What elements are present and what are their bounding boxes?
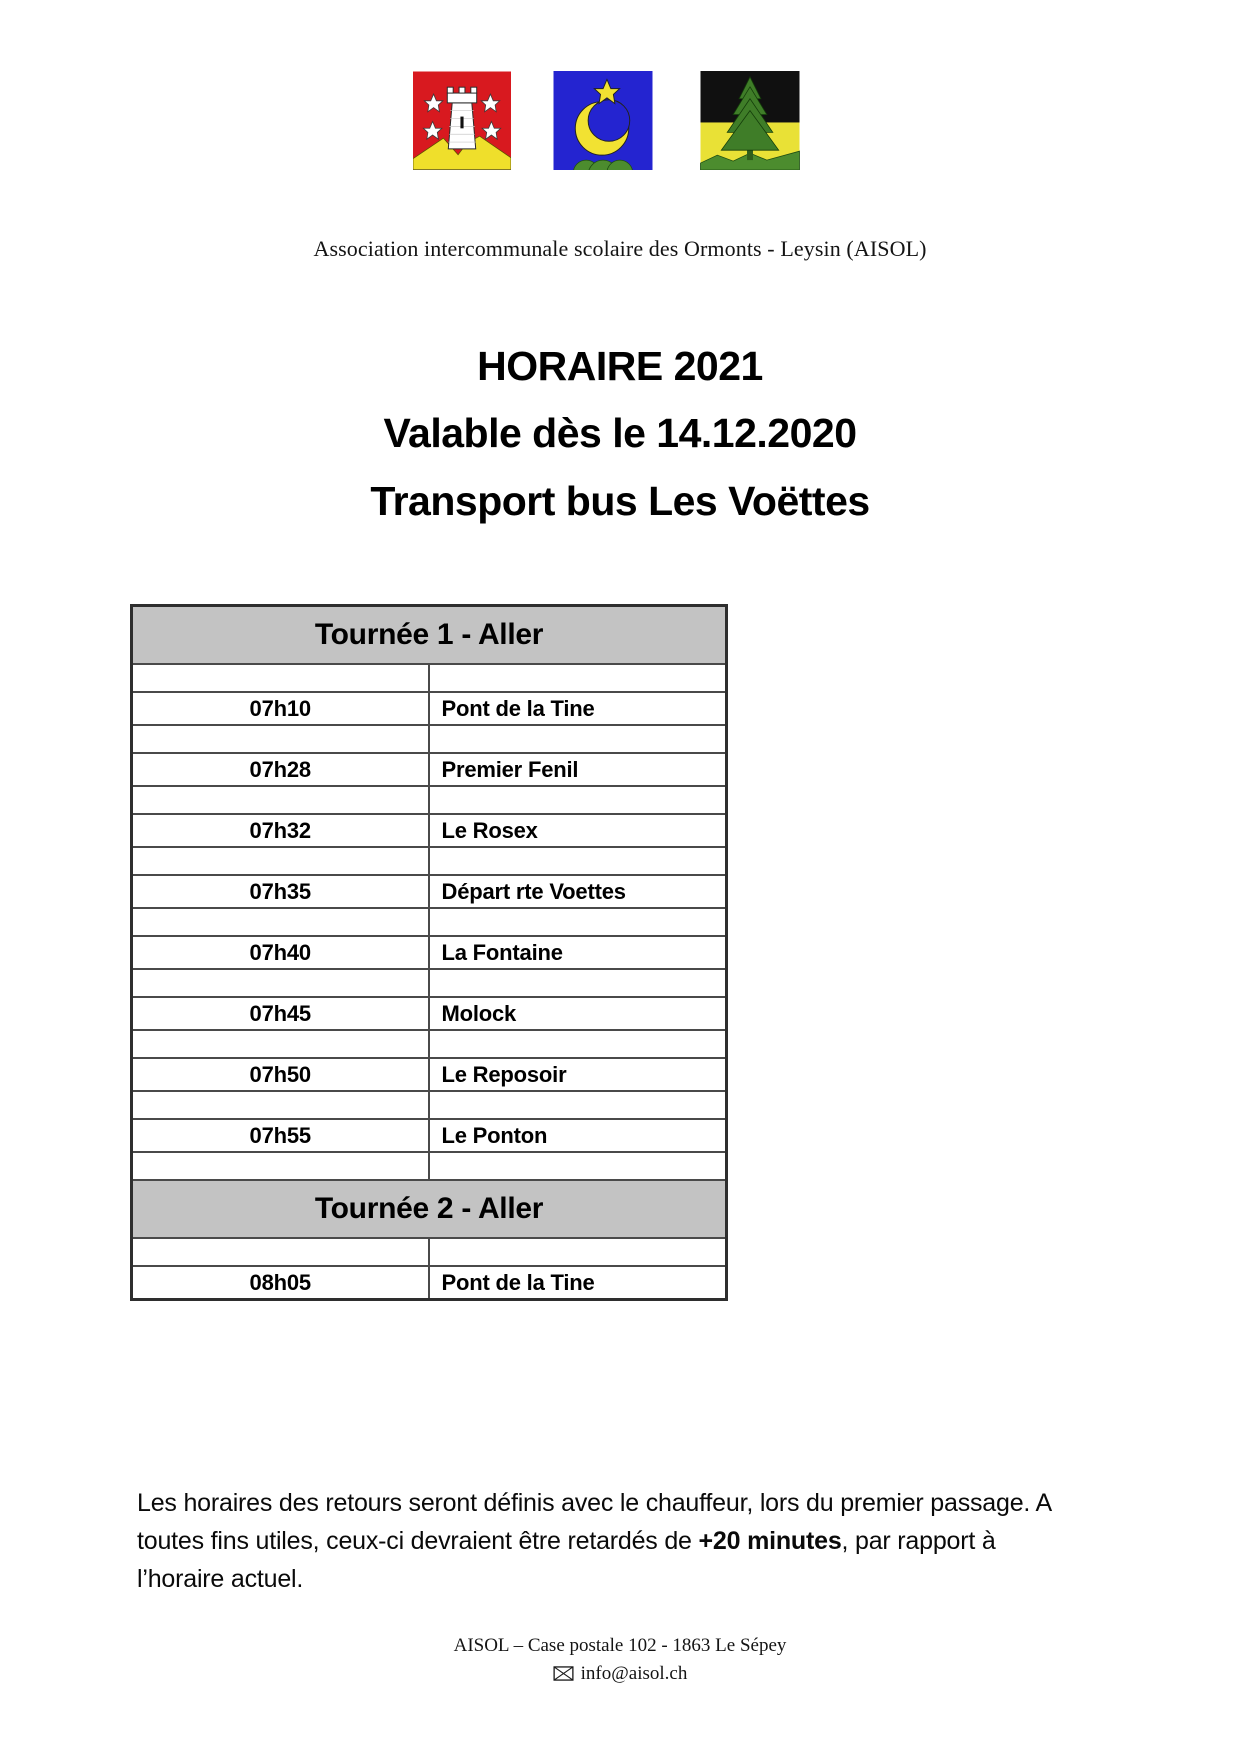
stop-cell: Molock: [429, 997, 727, 1030]
empty-cell: [132, 1238, 429, 1266]
spacer-row: [132, 786, 727, 814]
time-cell: 07h32: [132, 814, 429, 847]
stop-cell: Le Reposoir: [429, 1058, 727, 1091]
note-line-2: [137, 1522, 1052, 1560]
association-line: Association intercommunale scolaire des Ormonts - Leysin (AISOL): [313, 236, 927, 261]
empty-cell: [132, 1152, 429, 1180]
stop-cell: Départ rte Voettes: [429, 875, 727, 908]
note-line-1: Les horaires des retours seront définis avec le chauffeur, lors du premier passage. A: [137, 1489, 1052, 1517]
time-cell: 08h05: [132, 1266, 429, 1300]
timetable-row: [132, 1266, 727, 1300]
timetable-row: [132, 814, 727, 847]
timetable-body: [132, 606, 727, 1300]
spacer-row: [132, 908, 727, 936]
time-cell: 07h55: [132, 1119, 429, 1152]
tower-stars-crest-icon: [413, 71, 511, 170]
empty-cell: [132, 1030, 429, 1058]
empty-cell: [429, 786, 727, 814]
spacer-row: [132, 1238, 727, 1266]
empty-cell: [429, 969, 727, 997]
stop-cell: Pont de la Tine: [429, 692, 727, 725]
stop-cell: Pont de la Tine: [429, 1266, 727, 1300]
empty-cell: [132, 725, 429, 753]
title-valable: Valable dès le 14.12.2020: [383, 410, 857, 456]
fir-tree-crest-icon: [695, 71, 805, 170]
empty-cell: [429, 1152, 727, 1180]
note-line-2-pre: toutes fins utiles, ceux-ci devraient être retardés de: [137, 1527, 699, 1555]
section-title: Tournée 1 - Aller: [132, 606, 727, 665]
section-header-row: [132, 1180, 727, 1238]
note-line-3: l’horaire actuel.: [137, 1565, 304, 1593]
footer-address: AISOL – Case postale 102 - 1863 Le Sépey: [453, 1635, 787, 1656]
timetable-row: [132, 1058, 727, 1091]
timetable-row: [132, 875, 727, 908]
empty-cell: [429, 664, 727, 692]
empty-cell: [429, 908, 727, 936]
spacer-row: [132, 1030, 727, 1058]
empty-cell: [132, 664, 429, 692]
timetable-row: [132, 936, 727, 969]
note-line-2-post: , par rapport à: [841, 1527, 996, 1555]
time-cell: 07h35: [132, 875, 429, 908]
footer-email: info@aisol.ch: [580, 1663, 688, 1684]
empty-cell: [429, 725, 727, 753]
timetable-row: [132, 753, 727, 786]
stop-cell: La Fontaine: [429, 936, 727, 969]
time-cell: 07h50: [132, 1058, 429, 1091]
timetable-row: [132, 997, 727, 1030]
empty-cell: [429, 1091, 727, 1119]
spacer-row: [132, 1091, 727, 1119]
timetable: [130, 604, 728, 1301]
stop-cell: Le Ponton: [429, 1119, 727, 1152]
spacer-row: [132, 969, 727, 997]
stop-cell: Premier Fenil: [429, 753, 727, 786]
page-footer: [0, 1632, 1240, 1688]
time-cell: 07h45: [132, 997, 429, 1030]
timetable-row: [132, 692, 727, 725]
empty-cell: [132, 969, 429, 997]
crest-row: [413, 71, 805, 170]
time-cell: 07h10: [132, 692, 429, 725]
spacer-row: [132, 725, 727, 753]
crescent-star-crest-icon: [553, 71, 653, 170]
envelope-icon: [553, 1666, 574, 1681]
time-cell: 07h40: [132, 936, 429, 969]
title-transport: Transport bus Les Voëttes: [370, 478, 870, 524]
stop-cell: Le Rosex: [429, 814, 727, 847]
timetable-row: [132, 1119, 727, 1152]
section-header-row: [132, 606, 727, 665]
footer-email-line: [0, 1660, 1240, 1688]
empty-cell: [429, 1030, 727, 1058]
spacer-row: [132, 847, 727, 875]
spacer-row: [132, 664, 727, 692]
empty-cell: [132, 1091, 429, 1119]
empty-cell: [132, 908, 429, 936]
empty-cell: [132, 786, 429, 814]
empty-cell: [132, 847, 429, 875]
time-cell: 07h28: [132, 753, 429, 786]
note-line-2-bold: +20 minutes: [698, 1527, 842, 1555]
spacer-row: [132, 1152, 727, 1180]
title-horaire: HORAIRE 2021: [477, 343, 763, 389]
section-title: Tournée 2 - Aller: [132, 1180, 727, 1238]
empty-cell: [429, 847, 727, 875]
note-paragraph: [137, 1484, 1052, 1598]
empty-cell: [429, 1238, 727, 1266]
